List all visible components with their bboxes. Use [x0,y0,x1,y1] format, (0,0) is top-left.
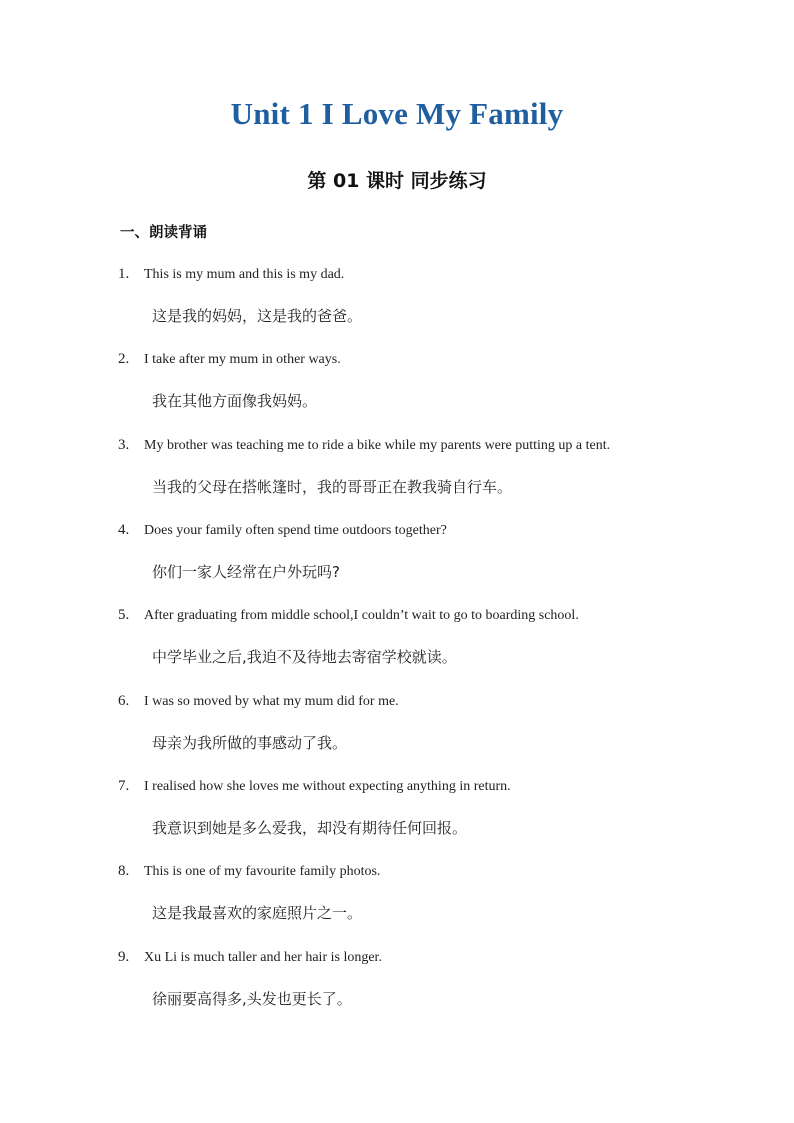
item-number: 7. [118,778,130,794]
chinese-translation: 徐丽要高得多,头发也更长了。 [152,990,352,1008]
list-item [118,692,758,753]
list-item [118,265,758,326]
item-number: 5. [118,607,130,623]
list-item [118,948,758,1009]
item-number: 1. [118,266,130,282]
item-number: 9. [118,949,130,965]
english-sentence: My brother was teaching me to ride a bike while my parents were putting up a tent. [144,438,611,453]
section-heading: 一、朗读背诵 [120,225,207,241]
chinese-translation: 这是我的妈妈，这是我的爸爸。 [152,307,363,325]
list-item [118,777,758,838]
list-item [118,862,758,923]
english-sentence: After graduating from middle school,I couldn’t wait to go to boarding school. [144,608,579,623]
english-sentence: Does your family often spend time outdoors together? [144,523,447,538]
chinese-translation: 你们一家人经常在户外玩吗? [152,563,340,581]
list-item [118,436,758,497]
english-sentence: I was so moved by what my mum did for me. [144,694,399,709]
english-sentence: I take after my mum in other ways. [144,352,341,367]
english-sentence: This is one of my favourite family photos. [144,864,381,879]
chinese-translation: 这是我最喜欢的家庭照片之一。 [152,904,363,922]
document-title: Unit 1 I Love My Family [230,96,564,131]
english-sentence: This is my mum and this is my dad. [144,267,345,282]
list-item [118,606,758,667]
chinese-translation: 中学毕业之后,我迫不及待地去寄宿学校就读。 [152,648,457,666]
chinese-translation: 当我的父母在搭帐篷时，我的哥哥正在教我骑自行车。 [152,478,513,496]
chinese-translation: 我在其他方面像我妈妈。 [152,392,318,410]
chinese-translation: 我意识到她是多么爱我，却没有期待任何回报。 [152,819,468,837]
item-number: 3. [118,437,130,453]
item-number: 6. [118,693,130,709]
lesson-subtitle: 第 01 课时 同步练习 [307,170,487,192]
english-sentence: I realised how she loves me without expecting anything in return. [144,779,511,794]
item-number: 2. [118,351,130,367]
list-item [118,350,758,411]
item-number: 8. [118,863,130,879]
item-number: 4. [118,522,130,538]
list-item [118,521,758,582]
chinese-translation: 母亲为我所做的事感动了我。 [152,734,348,752]
english-sentence: Xu Li is much taller and her hair is longer. [144,950,382,965]
